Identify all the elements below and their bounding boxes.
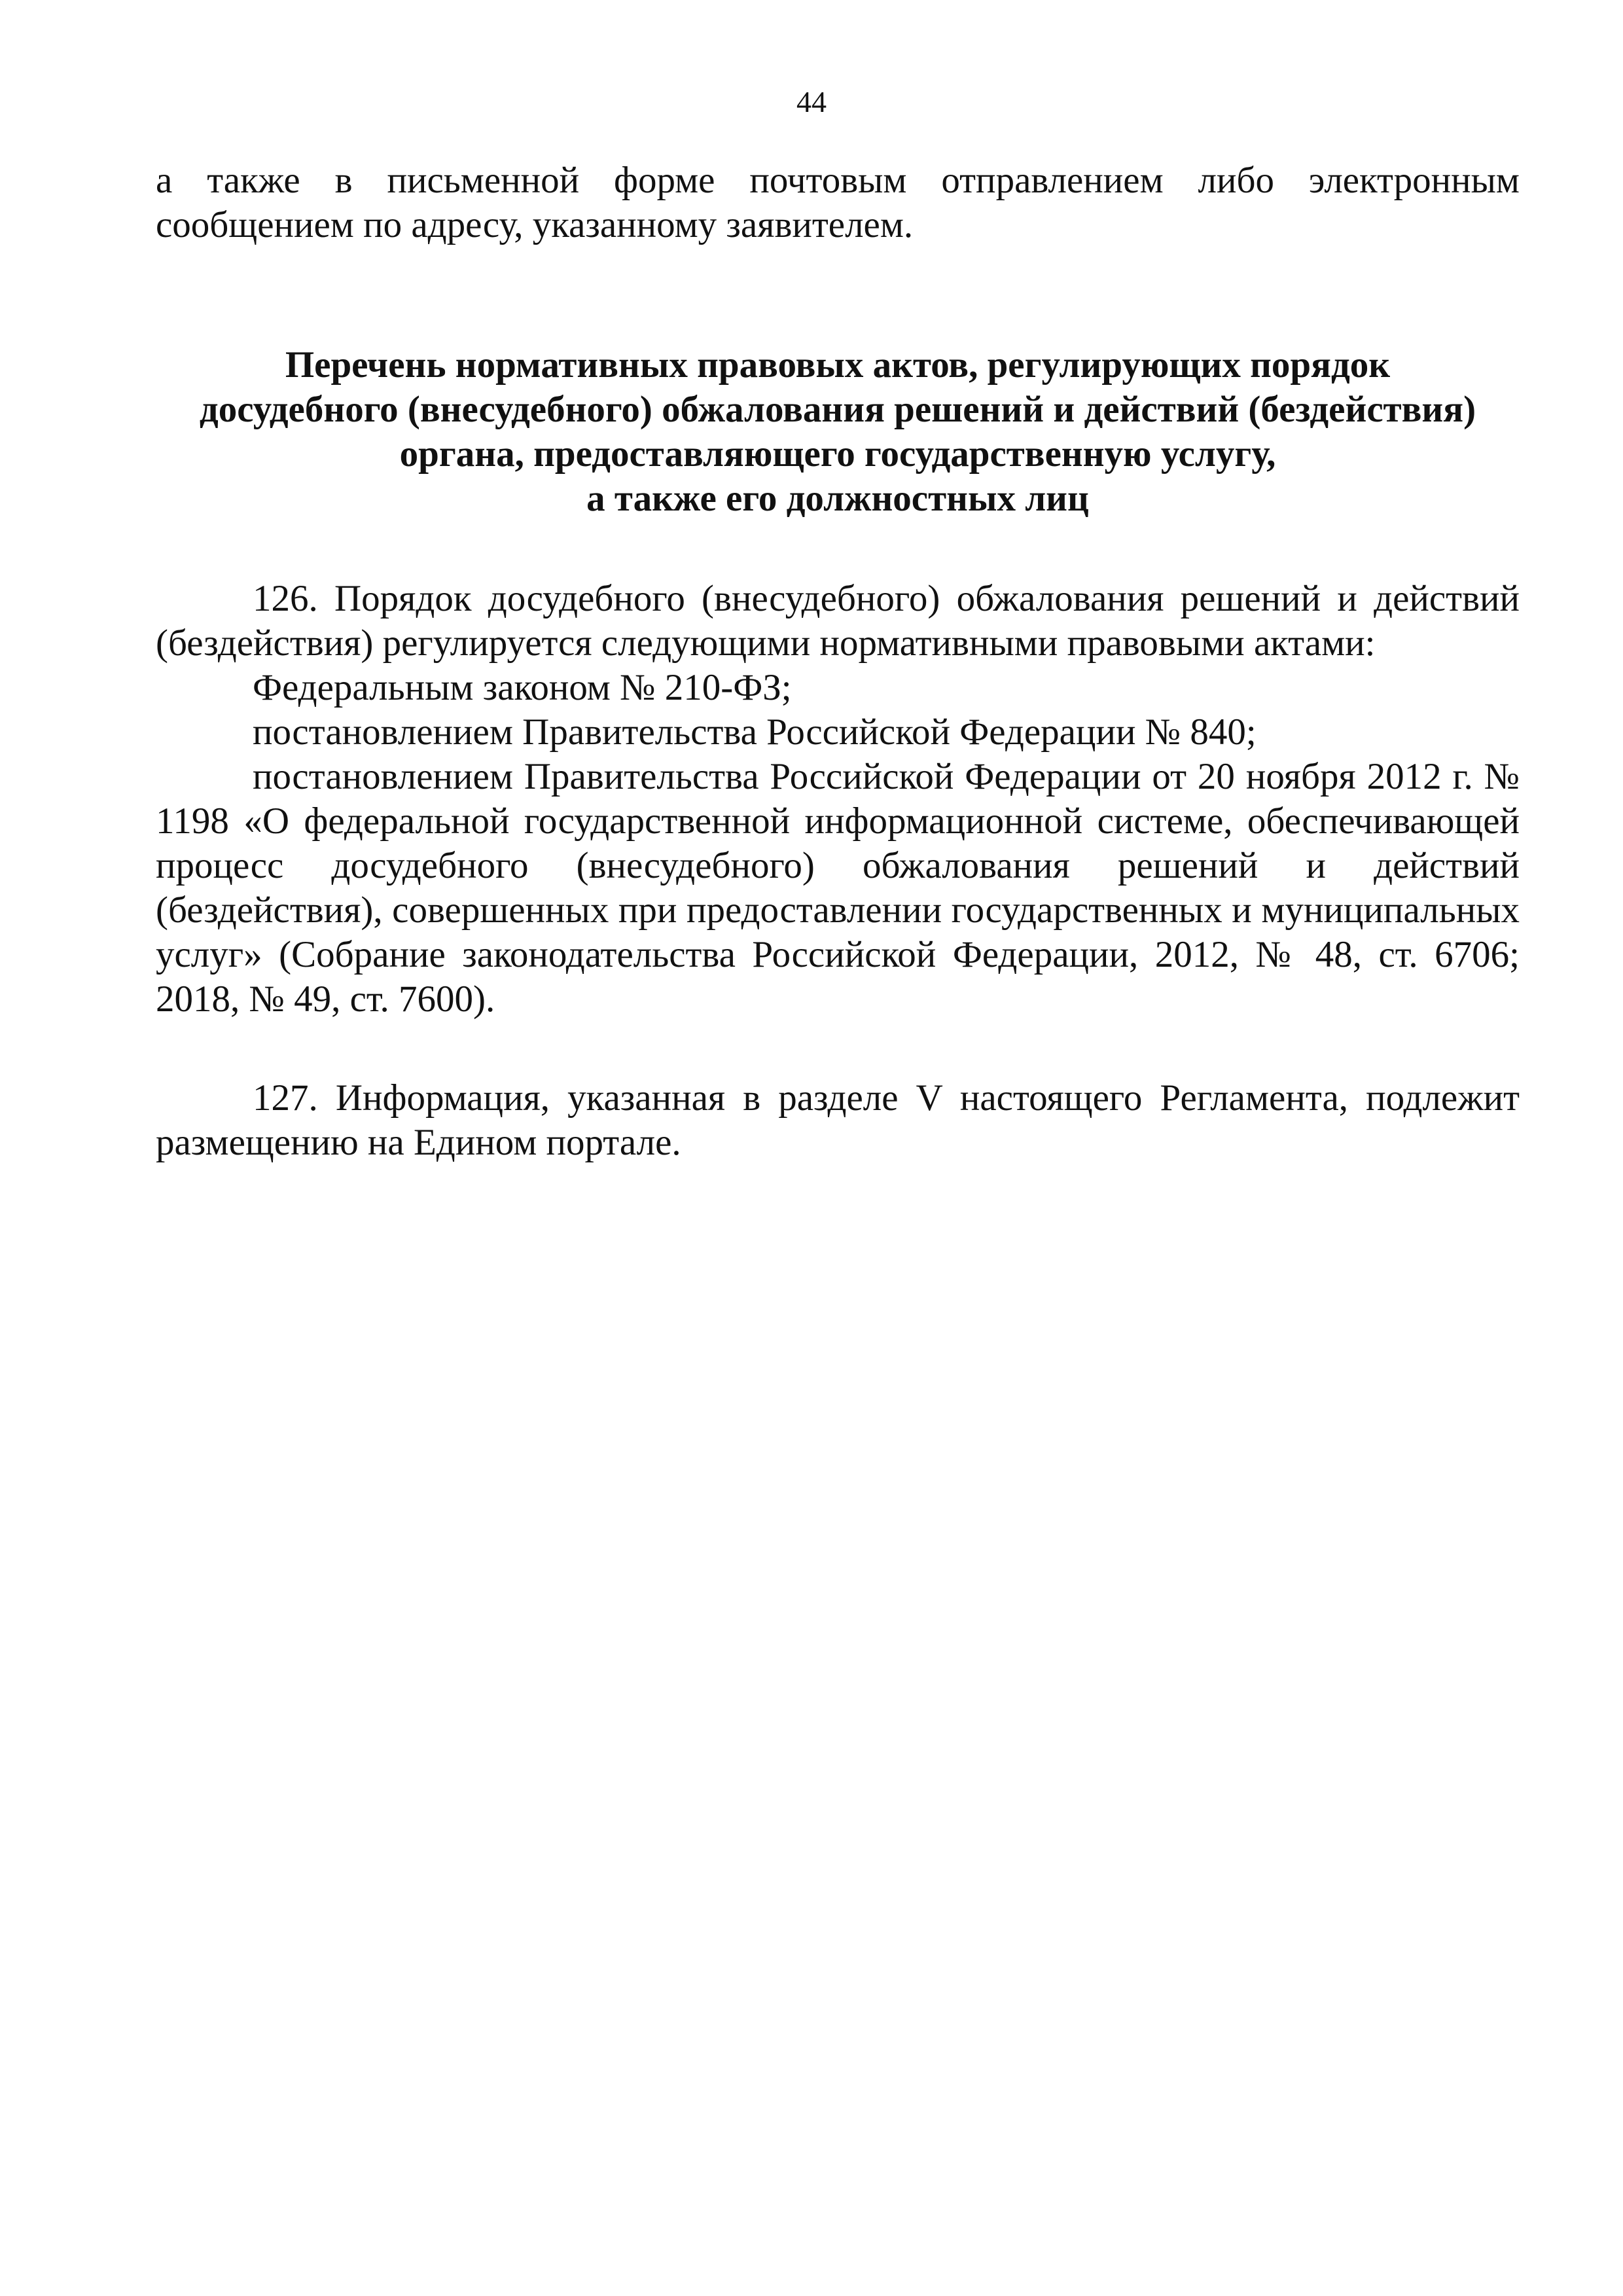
document-body [156,158,1520,1165]
law-1198: постановлением Правительства Российской Федерации от 20 ноября 2012 г. № 1198 «О федеральной государственной информационной системе, обеспечивающей процесс досудебного (внесудебного) обжалования решений и действий (бездействия), совершенных при предоставлении государственных и муниципальных услуг» (Собрание законодательства Российской Федерации, 2012, № 48, ст. 6706; 2018, № 49, ст. 7600). [156,756,1520,1020]
heading-line-3: органа, предоставляющего государственную услугу, [399,433,1276,475]
heading-line-1: Перечень нормативных правовых актов, регулирующих порядок [285,344,1391,386]
heading-line-4: а также его должностных лиц [586,478,1089,519]
item-126 [156,577,1520,1022]
item-127 [156,1076,1520,1165]
law-210-fz: Федеральным законом № 210-ФЗ; [253,667,792,708]
law-840: постановлением Правительства Российской Федерации № 840; [253,711,1257,753]
item-127-text: 127. Информация, указанная в разделе V настоящего Регламента, подлежит размещению на Едином портале. [156,1077,1520,1163]
heading-line-2: досудебного (внесудебного) обжалования решений и действий (бездействия) [199,389,1476,430]
item-126-intro: 126. Порядок досудебного (внесудебного) обжалования решений и действий (бездействия) регулируется следующими нормативными правовыми актами: [156,578,1520,664]
intro-paragraph: а также в письменной форме почтовым отправлением либо электронным сообщением по адресу, указанному заявителем. [156,160,1520,245]
section-heading [156,343,1520,521]
page-number: 44 [796,85,827,118]
